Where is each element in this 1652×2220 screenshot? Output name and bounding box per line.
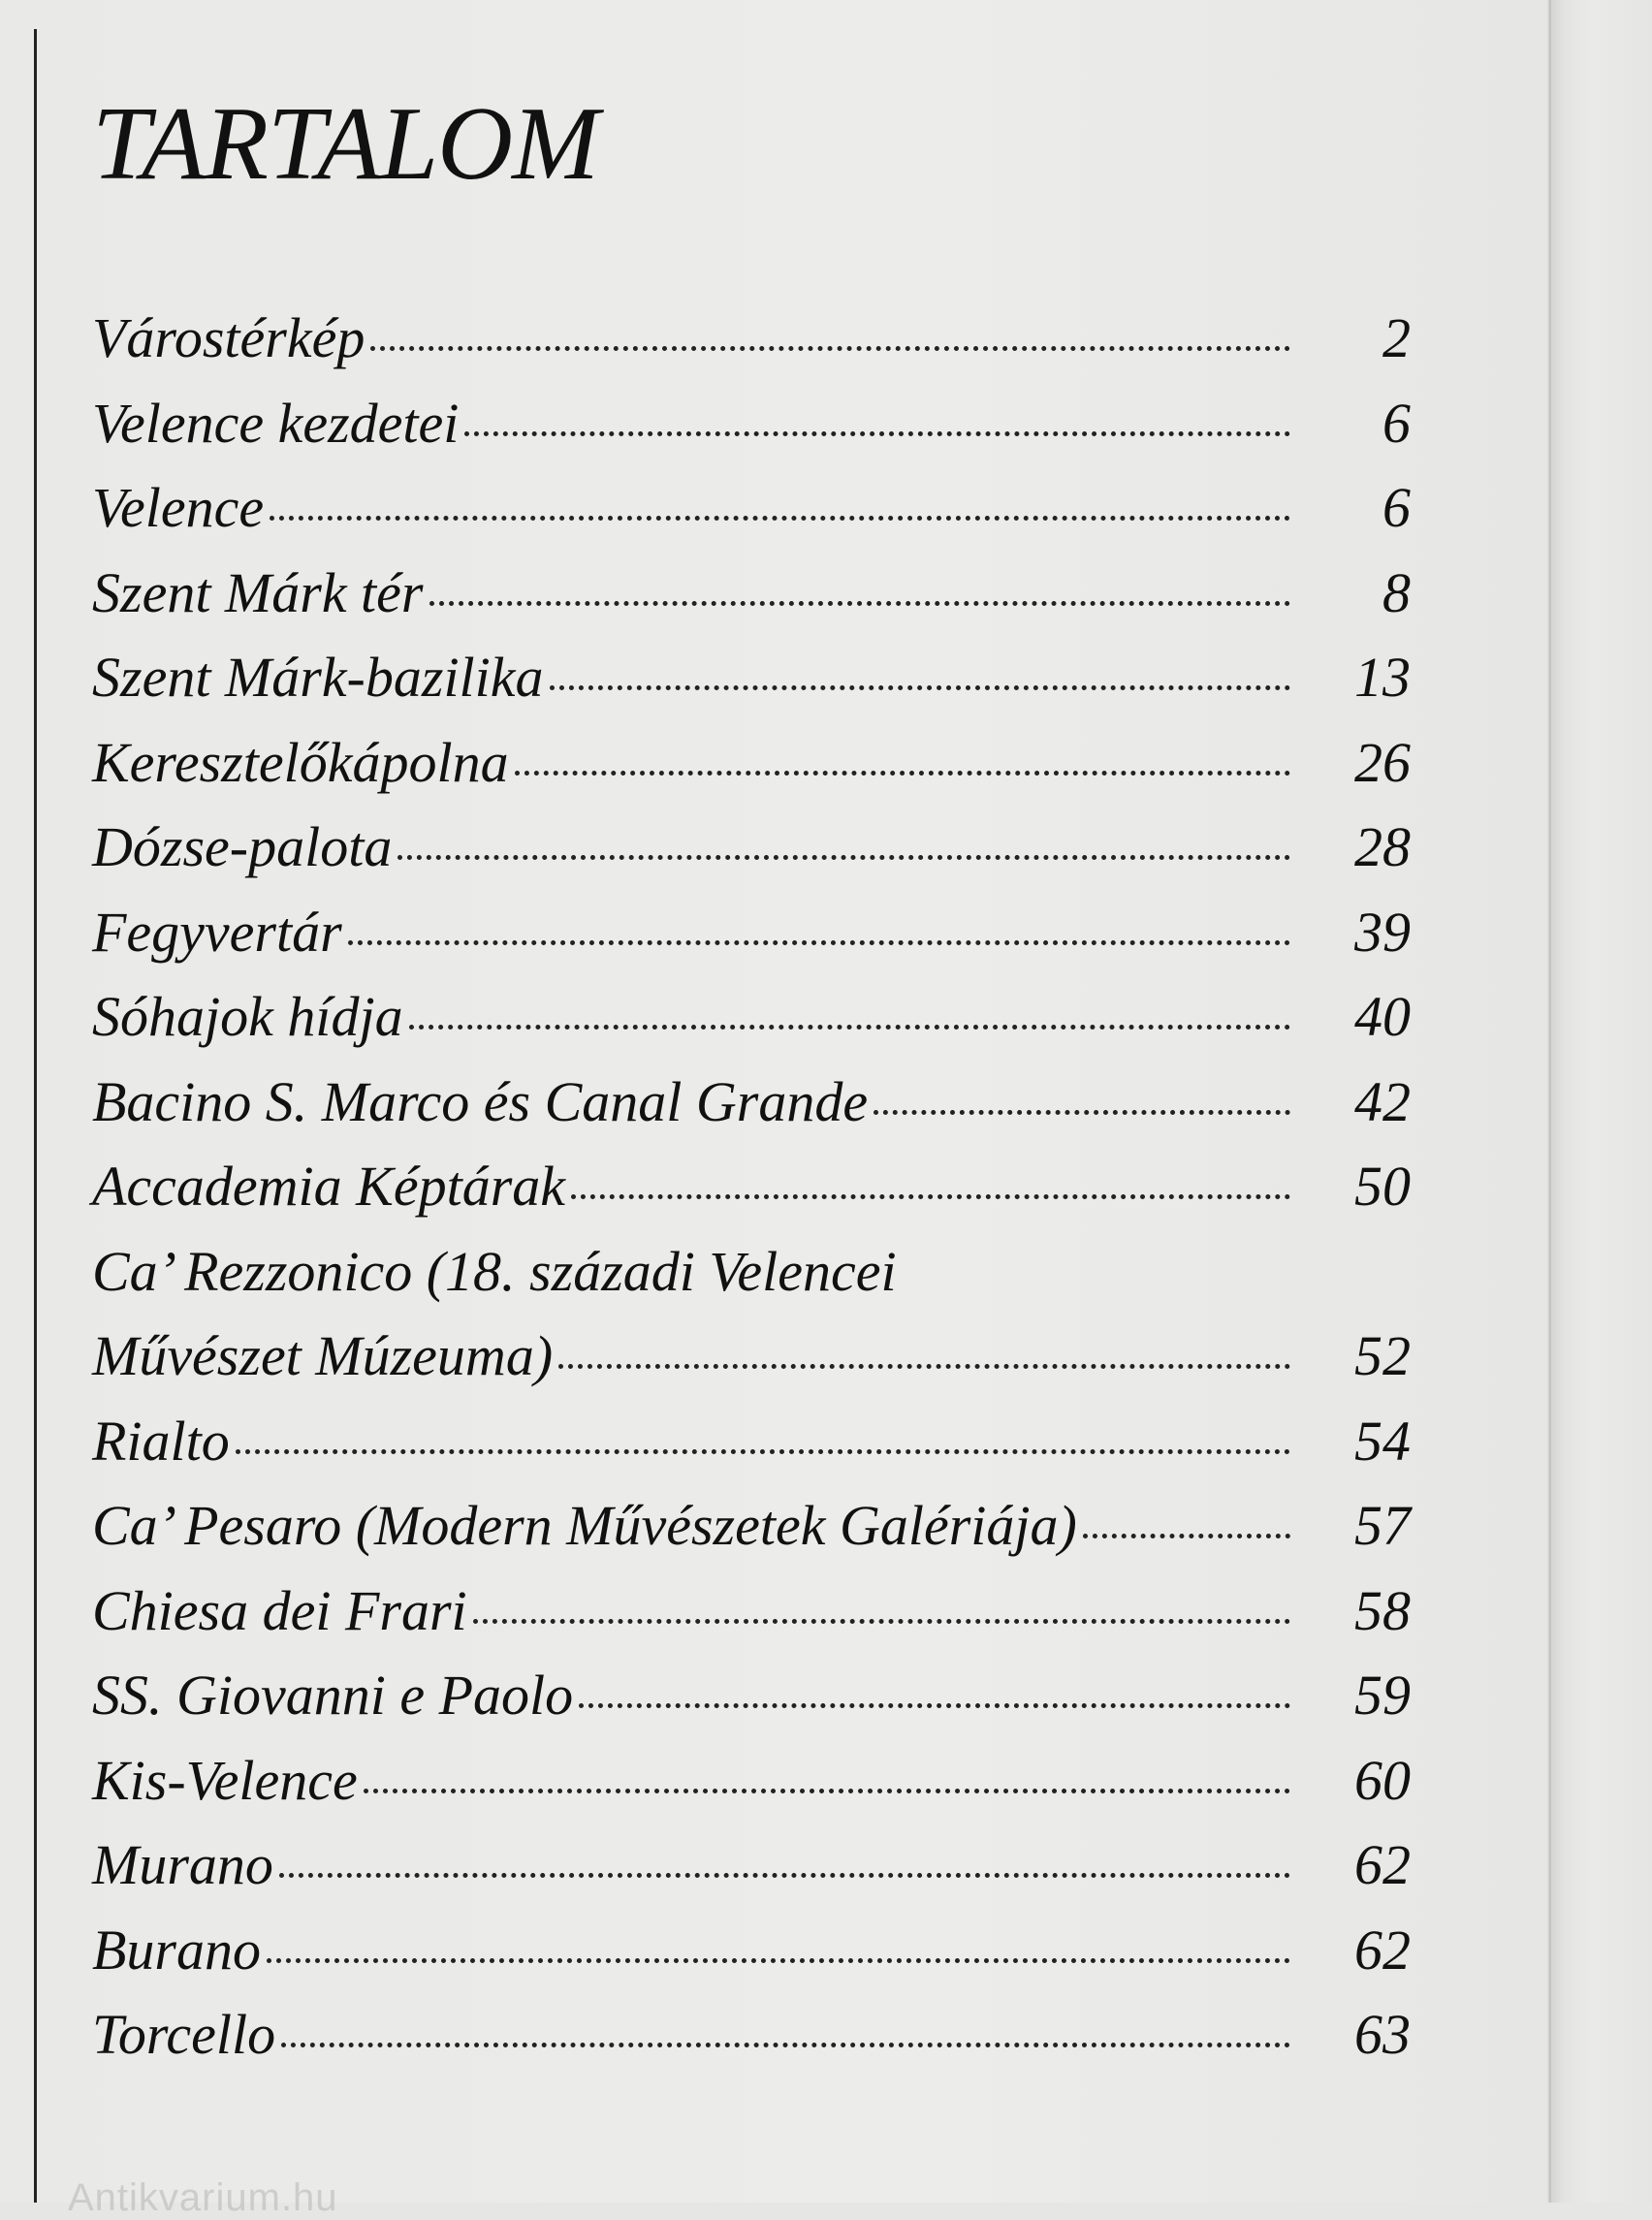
toc-entry-page: 2 (1382, 306, 1411, 369)
dot-leader (348, 940, 1290, 945)
dot-leader (571, 1194, 1290, 1199)
toc-entry-szent-mark-ter (92, 551, 1411, 636)
page-title: TARTALOM (92, 86, 599, 202)
toc-entry-velence-kezdetei (92, 381, 1411, 466)
toc-entry-label: Művészet Múzeuma) (92, 1324, 554, 1387)
dot-leader (270, 516, 1290, 521)
toc-entry-page: 60 (1354, 1748, 1411, 1812)
margin-rule (34, 29, 37, 2203)
dot-leader (267, 1958, 1290, 1963)
page-edge (1551, 0, 1652, 2203)
dot-leader (409, 1025, 1290, 1030)
toc-entry-page: 28 (1354, 815, 1411, 878)
toc-entry-ca-pesaro (92, 1483, 1411, 1569)
toc-entry-page: 52 (1354, 1324, 1411, 1387)
toc-entry-label: Ca’ Rezzonico (18. századi Velencei (92, 1239, 897, 1303)
dot-leader (279, 1873, 1290, 1878)
toc-entry-page: 62 (1354, 1833, 1411, 1896)
toc-entry-label: Velence kezdetei (92, 391, 460, 455)
toc-entry-label: Rialto (92, 1409, 230, 1473)
dot-leader (397, 855, 1290, 860)
toc-entry-velence (92, 465, 1411, 551)
toc-entry-label: Accademia Képtárak (92, 1155, 566, 1218)
toc-entry-fegyvertar (92, 890, 1411, 975)
toc-entry-label: Sóhajok hídja (92, 985, 403, 1048)
toc-entry-page: 42 (1354, 1069, 1411, 1133)
toc-entry-keresztelokapolna (92, 720, 1411, 806)
toc-entry-page: 39 (1354, 900, 1411, 964)
dot-leader (550, 685, 1290, 690)
dot-leader (281, 2043, 1290, 2047)
toc-entry-page: 59 (1354, 1664, 1411, 1727)
toc-entry-page: 62 (1354, 1918, 1411, 1982)
toc-entry-page: 26 (1354, 730, 1411, 794)
toc-entry-page: 6 (1382, 476, 1411, 539)
toc-entry-label: Várostérkép (92, 306, 365, 369)
toc-entry-rialto (92, 1399, 1411, 1484)
toc-entry-label: Szent Márk-bazilika (92, 646, 544, 709)
toc-entry-page: 13 (1354, 646, 1411, 709)
toc-entry-label: Burano (92, 1918, 261, 1982)
toc-entry-label: Velence (92, 476, 265, 539)
toc-entry-dozse-palota (92, 805, 1411, 890)
table-of-contents (92, 296, 1411, 2077)
toc-entry-label: Bacino S. Marco és Canal Grande (92, 1069, 869, 1133)
dot-leader (429, 601, 1291, 606)
dot-leader (579, 1703, 1290, 1708)
toc-entry-torcello (92, 1992, 1411, 2077)
toc-entry-label: Dózse-palota (92, 815, 393, 878)
toc-entry-bacino-s-marco (92, 1060, 1411, 1145)
toc-entry-chiesa-dei-frari (92, 1569, 1411, 1654)
toc-entry-label: Fegyvertár (92, 900, 342, 964)
toc-entry-label: Szent Márk tér (92, 560, 424, 624)
toc-entry-kis-velence (92, 1738, 1411, 1824)
toc-entry-ss-giovanni-e-paolo (92, 1653, 1411, 1738)
toc-entry-label: Chiesa dei Frari (92, 1578, 467, 1642)
toc-entry-szent-mark-bazilika (92, 635, 1411, 720)
toc-entry-page: 63 (1354, 2003, 1411, 2066)
toc-entry-label: Murano (92, 1833, 273, 1896)
dot-leader (236, 1449, 1290, 1454)
toc-entry-page: 57 (1354, 1494, 1411, 1557)
dot-leader (874, 1110, 1290, 1115)
dot-leader (364, 1789, 1290, 1793)
toc-entry-burano (92, 1908, 1411, 1993)
toc-entry-sohajok-hidja (92, 974, 1411, 1060)
dot-leader (473, 1619, 1290, 1624)
toc-entry-page: 40 (1354, 985, 1411, 1048)
dot-leader (464, 431, 1290, 436)
toc-entry-page: 50 (1354, 1155, 1411, 1218)
toc-entry-label: SS. Giovanni e Paolo (92, 1664, 574, 1727)
toc-entry-murano (92, 1823, 1411, 1908)
toc-entry-accademia-keptarak (92, 1144, 1411, 1229)
toc-entry-page: 58 (1354, 1578, 1411, 1642)
toc-entry-page: 54 (1354, 1409, 1411, 1473)
toc-entry-label: Ca’ Pesaro (Modern Művészetek Galériája) (92, 1494, 1077, 1557)
toc-entry-label: Torcello (92, 2003, 276, 2066)
dot-leader (370, 346, 1290, 351)
toc-entry-ca-rezzonico-line2 (92, 1314, 1411, 1399)
toc-entry-label: Kis-Velence (92, 1748, 358, 1812)
toc-entry-varosterkep (92, 296, 1411, 381)
watermark: Antikvarium.hu (68, 2176, 338, 2219)
dot-leader (515, 771, 1290, 776)
toc-entry-ca-rezzonico-line1 (92, 1229, 1411, 1315)
dot-leader (558, 1364, 1290, 1369)
toc-entry-page: 8 (1382, 560, 1411, 624)
toc-entry-label: Keresztelőkápolna (92, 730, 509, 794)
toc-entry-page: 6 (1382, 391, 1411, 455)
dot-leader (1083, 1534, 1290, 1538)
